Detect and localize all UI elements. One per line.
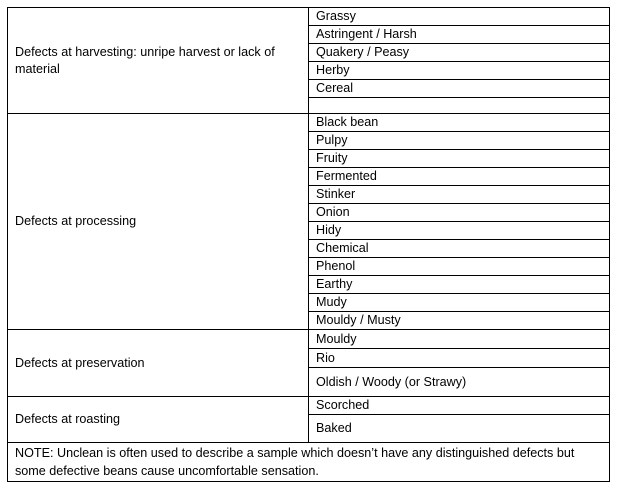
defect-item-cell: Chemical xyxy=(309,240,610,258)
defect-item-cell: Mouldy / Musty xyxy=(309,312,610,330)
table-row xyxy=(8,8,610,26)
note-row xyxy=(8,443,610,482)
defect-item-cell: Herby xyxy=(309,62,610,80)
defect-item-cell: Mudy xyxy=(309,294,610,312)
note-text: NOTE: Unclean is often used to describe a sample which doesn’t have any distinguished defects but some defective beans cause uncomfortable sensation. xyxy=(8,443,610,482)
defect-item-cell: Stinker xyxy=(309,186,610,204)
defect-item-cell: Fruity xyxy=(309,150,610,168)
table-row xyxy=(8,330,610,349)
defect-item-cell: Onion xyxy=(309,204,610,222)
defect-item-cell xyxy=(309,98,610,114)
defect-item-cell: Hidy xyxy=(309,222,610,240)
defect-item-cell: Pulpy xyxy=(309,132,610,150)
defect-item-cell: Fermented xyxy=(309,168,610,186)
defect-item-cell: Cereal xyxy=(309,80,610,98)
defect-item-cell: Grassy xyxy=(309,8,610,26)
defect-category-cell: Defects at roasting xyxy=(8,397,309,443)
defect-item-cell: Scorched xyxy=(309,397,610,415)
defect-item-cell: Oldish / Woody (or Strawy) xyxy=(309,368,610,397)
defect-item-cell: Black bean xyxy=(309,114,610,132)
defect-item-cell: Astringent / Harsh xyxy=(309,26,610,44)
defect-item-cell: Quakery / Peasy xyxy=(309,44,610,62)
defect-table xyxy=(7,7,610,482)
defect-item-cell: Phenol xyxy=(309,258,610,276)
defect-category-cell: Defects at harvesting: unripe harvest or lack of material xyxy=(8,8,309,114)
defect-item-cell: Earthy xyxy=(309,276,610,294)
defect-item-cell: Mouldy xyxy=(309,330,610,349)
defect-category-cell: Defects at preservation xyxy=(8,330,309,397)
defect-category-cell: Defects at processing xyxy=(8,114,309,330)
defect-item-cell: Rio xyxy=(309,349,610,368)
table-body xyxy=(8,8,610,482)
defect-item-cell: Baked xyxy=(309,415,610,443)
table-row xyxy=(8,114,610,132)
table-row xyxy=(8,397,610,415)
